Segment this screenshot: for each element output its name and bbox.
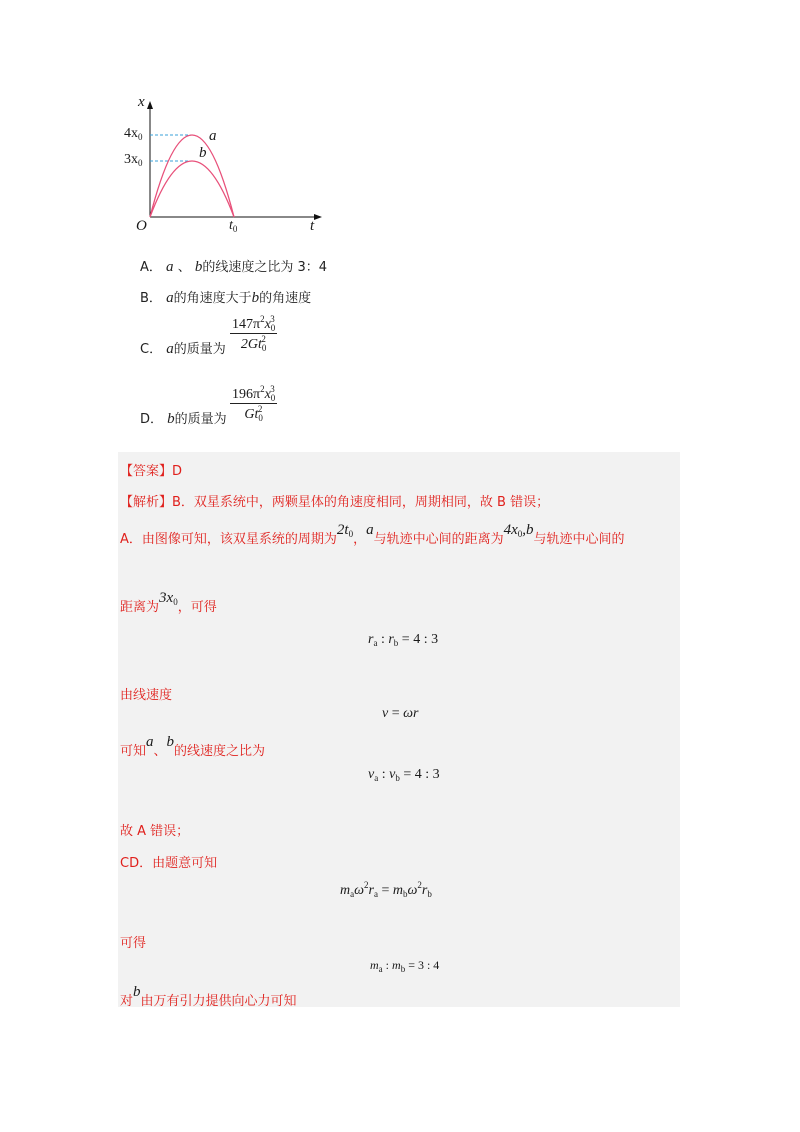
- equation-radius-ratio: $r_a$ : $r_b = 4$ : 3: [368, 632, 439, 648]
- curve-b: [150, 161, 234, 217]
- curve-b-label: b: [199, 145, 207, 161]
- last-line: 对b由万有引力提供向心力可知: [120, 984, 297, 1009]
- cd-head: CD．由题意可知: [120, 856, 218, 871]
- x-axis-arrow: [314, 214, 322, 220]
- curve-a: [150, 135, 234, 217]
- tick-t0: $t_0$: [229, 218, 238, 234]
- equation-speed-ratio: $v_a$ : $v_b = 4$ : 3: [368, 767, 440, 783]
- origin-label: O: [136, 218, 147, 234]
- by-linear-speed: 由线速度: [120, 688, 173, 703]
- option-d-fraction: $\frac{196\pi^2x_0^3}{Gt_0^2}$: [232, 384, 276, 423]
- know-ratio-line: 可知a、b的线速度之比为: [120, 734, 266, 759]
- analysis-line-distance: 距离为$3x_0$，可得: [120, 590, 217, 615]
- option-a: A． a 、 b的线速度之比为 3：4: [140, 259, 328, 275]
- option-d: D． b的质量为: [140, 411, 227, 427]
- option-b: B． a的角速度大于b的角速度: [140, 290, 312, 306]
- get-line: 可得: [120, 936, 147, 951]
- conclude-a: 故 A 错误；: [120, 824, 190, 839]
- equation-mass-balance: $m_a\omega^2r_a = m_b\omega^2r_b$: [340, 880, 432, 899]
- tick-4x0: $4x_0$: [124, 126, 143, 142]
- equation-mass-ratio: $m_a$ : $m_b = 3$ : 4: [370, 958, 440, 974]
- analysis-head: 【解析】B．双星系统中，两颗星体的角速度相同，周期相同，故 B 错误；: [120, 495, 550, 510]
- analysis-line-a: A．由图像可知，该双星系统的周期为$2t_0$，a与轨迹中心间的距离为$4x_0,b$与轨迹中心间的: [120, 522, 625, 547]
- curve-a-label: a: [209, 128, 217, 144]
- option-c: C． a的质量为: [140, 341, 226, 357]
- y-axis-label: x: [138, 94, 145, 110]
- displacement-time-graph: [118, 95, 328, 245]
- x-axis-label: t: [310, 218, 315, 234]
- answer-label: 【答案】D: [120, 464, 183, 479]
- equation-linear-speed: v = ωr: [382, 706, 419, 721]
- tick-3x0: $3x_0$: [124, 152, 143, 168]
- option-c-fraction: $\frac{147\pi^2x_0^3}{2Gt_0^2}$: [232, 314, 276, 353]
- y-axis-arrow: [147, 101, 153, 109]
